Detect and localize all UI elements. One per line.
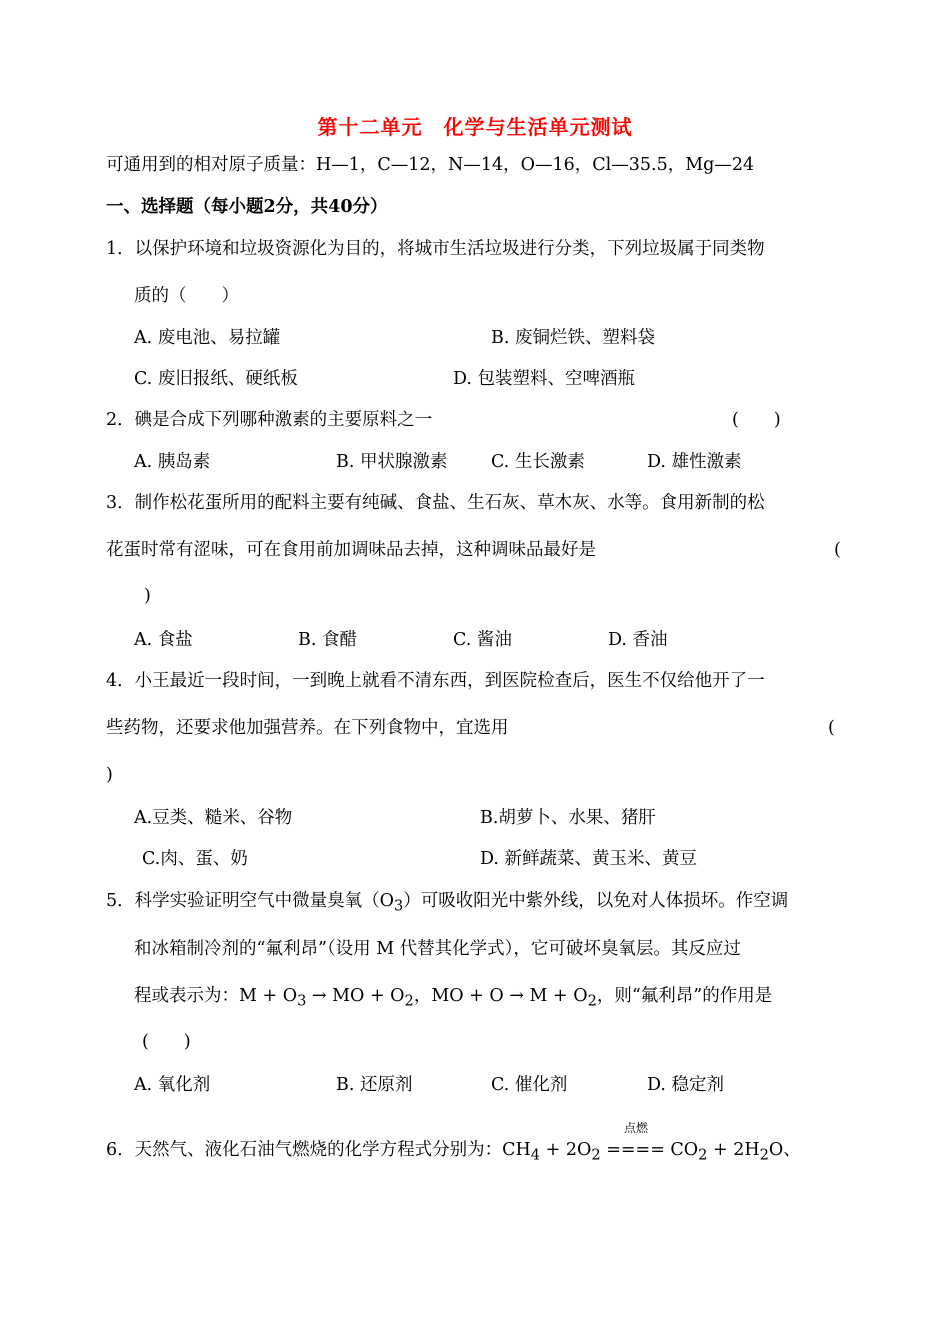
question-5-equation-line: 程或表示为：$M + O_3$ → MO + $O_2$，MO + $O \to M + O_2$，则“氟利昂”的作用是: [134, 986, 773, 1010]
question-5-text: 5．科学实验证明空气中微量臭氧$(O_3)$可吸收阳光中紫外线，以免对人体损坏。作空调: [106, 891, 789, 915]
question-3-paren-close: ): [144, 586, 151, 606]
question-5-text-cont: 和冰箱制冷剂的“氟利昂”（设用 M 代替其化学式），它可破坏臭氧层。其反应过: [134, 939, 741, 959]
question-1-option-b: B. 废铜烂铁、塑料袋: [491, 328, 655, 348]
question-3-text-cont: 花蛋时常有涩味，可在食用前加调味品去掉，这种调味品最好是: [106, 540, 596, 560]
question-3-text: 3．制作松花蛋所用的配料主要有纯碱、食盐、生石灰、草木灰、水等。食用新制的松: [106, 493, 765, 513]
reaction-condition-label: 点燃: [624, 1121, 649, 1135]
question-1-option-d: D. 包装塑料、空啤酒瓶: [453, 369, 636, 389]
question-1-option-c: C. 废旧报纸、硬纸板: [134, 369, 298, 389]
question-5-option-d: D. 稳定剂: [647, 1075, 725, 1095]
question-4-text-cont: 些药物，还要求他加强营养。在下列食物中，宜选用: [106, 718, 509, 738]
question-3-option-a: A. 食盐: [134, 630, 193, 650]
question-1-text-cont: 质的（ ）: [134, 286, 239, 306]
section-heading: 一、选择题（每小题2分，共40分）: [106, 197, 388, 217]
question-4-text: 4．小王最近一段时间，一到晚上就看不清东西，到医院检查后，医生不仅给他开了一: [106, 671, 765, 691]
question-1-option-a: A. 废电池、易拉罐: [134, 328, 281, 348]
question-4-option-b: B.胡萝卜、水果、猪肝: [480, 808, 656, 828]
question-6-text: 6．天然气、液化石油气燃烧的化学方程式分别为：$CH_4 + 2O_2$ ==== $CO_2 + 2H_2O$、: [106, 1140, 801, 1164]
question-2-answer-blank: ( ): [732, 410, 781, 430]
question-4-paren-open: (: [828, 718, 835, 738]
page-title: 第十二单元 化学与生活单元测试: [317, 115, 633, 139]
question-4-paren-close: ): [106, 765, 113, 785]
question-1-text: 1．以保护环境和垃圾资源化为目的，将城市生活垃圾进行分类，下列垃圾属于同类物: [106, 239, 765, 259]
question-5-option-b: B. 还原剂: [336, 1075, 413, 1095]
question-3-option-b: B. 食醋: [298, 630, 357, 650]
question-2-option-d: D. 雄性激素: [647, 452, 742, 472]
atomic-masses-line: 可通用到的相对原子质量：H—1，C—12，N—14，O—16，Cl—35.5，Mg—24: [106, 155, 755, 175]
question-5-option-c: C. 催化剂: [491, 1075, 568, 1095]
question-5-option-a: A. 氧化剂: [134, 1075, 211, 1095]
question-3-option-d: D. 香油: [608, 630, 668, 650]
question-4-option-c: C.肉、蛋、奶: [142, 849, 248, 869]
question-2-option-a: A. 胰岛素: [134, 452, 211, 472]
question-5-answer-blank: ( ): [142, 1032, 191, 1052]
question-3-paren-open: (: [834, 540, 841, 560]
question-2-option-c: C. 生长激素: [491, 452, 585, 472]
question-2-option-b: B. 甲状腺激素: [336, 452, 448, 472]
question-2-text: 2．碘是合成下列哪种激素的主要原料之一: [106, 410, 433, 430]
question-3-option-c: C. 酱油: [453, 630, 512, 650]
question-4-option-d: D. 新鲜蔬菜、黄玉米、黄豆: [480, 849, 698, 869]
question-4-option-a: A.豆类、糙米、谷物: [134, 808, 293, 828]
